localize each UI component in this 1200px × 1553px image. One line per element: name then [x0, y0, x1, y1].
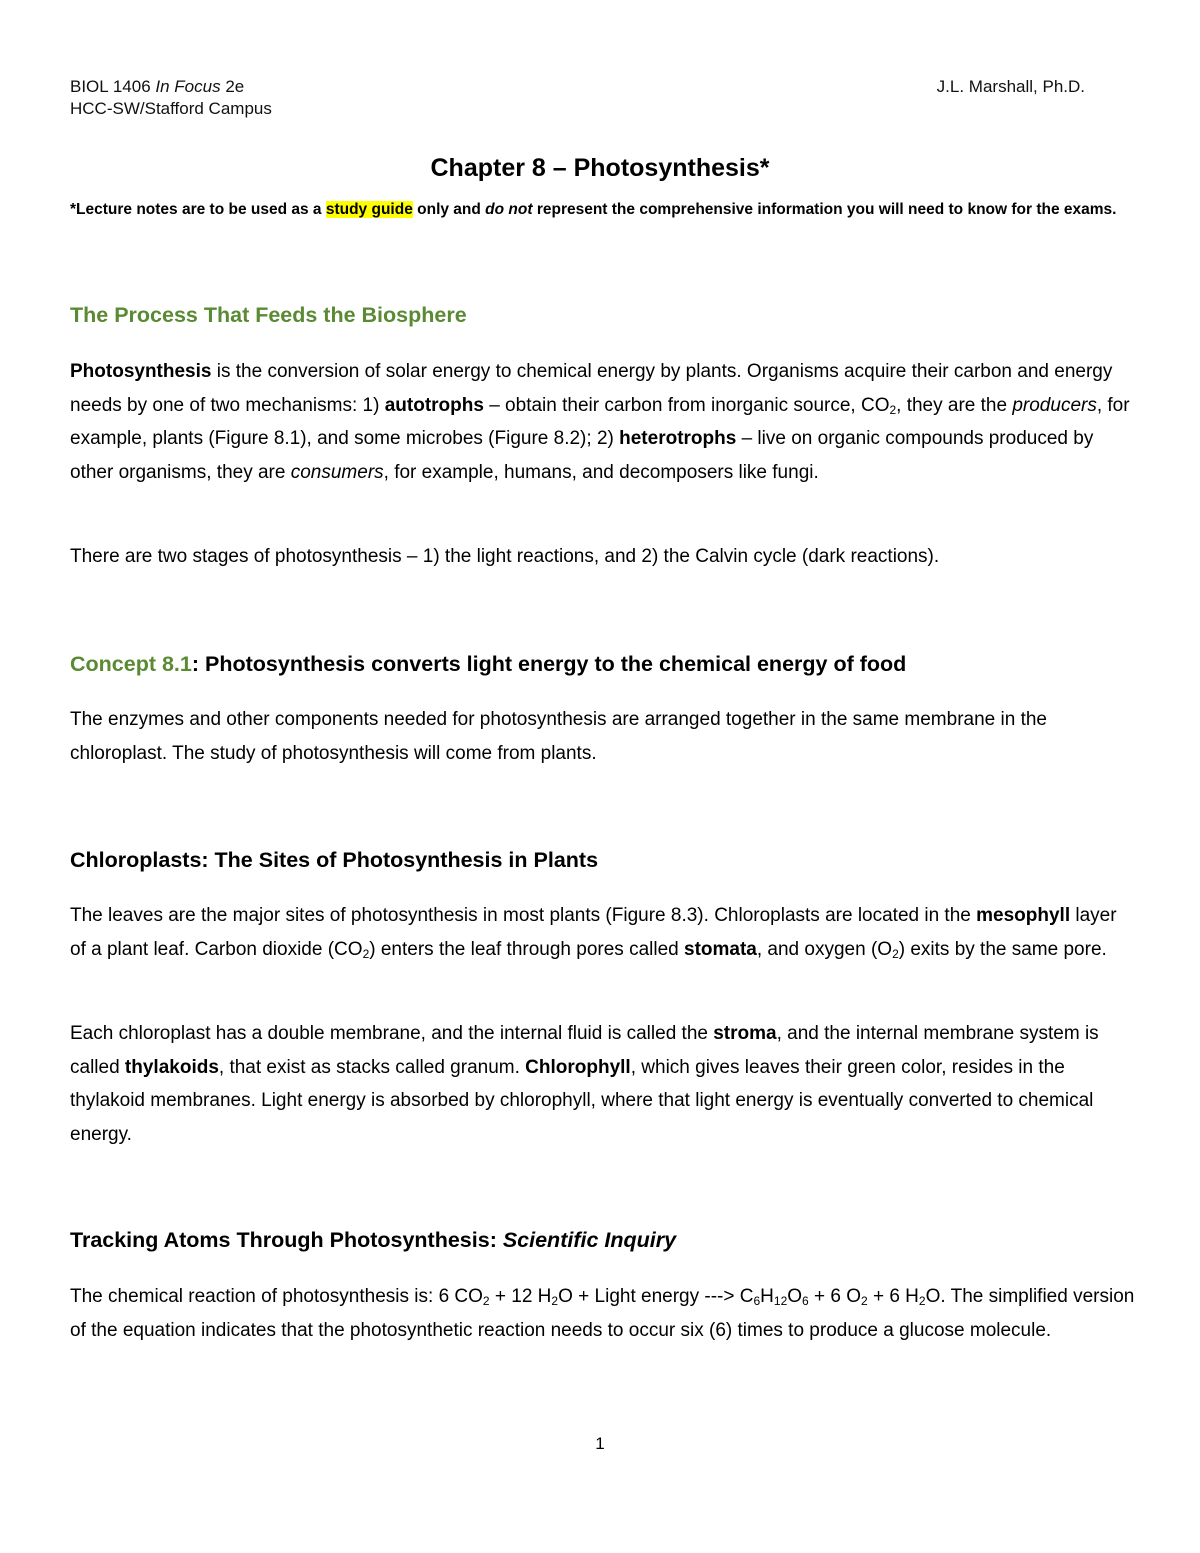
text: Each chloroplast has a double membrane, and the internal fluid is called the: [70, 1023, 714, 1044]
text: , they are the: [896, 394, 1013, 416]
term-heterotrophs: heterotrophs: [619, 428, 737, 450]
book-edition: 2e: [225, 77, 245, 96]
concept-title: : Photosynthesis converts light energy to the chemical energy of food: [191, 652, 907, 676]
subscript: 6: [753, 1294, 761, 1308]
subscript: 2: [918, 1294, 926, 1308]
paragraph-two-stages: There are two stages of photosynthesis – 1) the light reactions, and 2) the Calvin cycle (dark reactions).: [70, 546, 940, 567]
author-name: J.L. Marshall, Ph.D.: [936, 77, 1085, 96]
paragraph-leaves: [70, 899, 1135, 966]
subscript: 2: [362, 946, 370, 961]
text: , for example, plants (Figure 8.1), and some microbes (Figure 8.2); 2): [70, 394, 1130, 450]
note-text: represent the comprehensive information you will need to know for the exams.: [532, 201, 1117, 218]
study-guide-note: [70, 196, 1130, 224]
book-title: In Focus: [155, 77, 221, 96]
subscript: 2: [892, 946, 899, 961]
term-stroma: stroma: [713, 1023, 777, 1044]
section-heading-biosphere: The Process That Feeds the Biosphere: [70, 303, 467, 327]
highlighted-text: study guide: [325, 201, 413, 218]
text: H: [760, 1286, 774, 1307]
heading-text: Tracking Atoms Through Photosynthesis:: [70, 1228, 503, 1252]
term-thylakoids: thylakoids: [124, 1056, 219, 1078]
paragraph-enzymes: The enzymes and other components needed for photosynthesis are arranged together in the same membrane in the chloroplast. The study of photosynthesis will come from plants.: [70, 709, 1047, 764]
campus-line: HCC-SW/Stafford Campus: [70, 99, 272, 118]
heading-italic-text: Scientific Inquiry: [502, 1228, 677, 1252]
text: , for example, humans, and decomposers like fungi.: [383, 461, 819, 483]
term-mesophyll: mesophyll: [976, 905, 1071, 926]
concept-label: Concept 8.1: [70, 652, 192, 676]
text: – live on organic compounds produced by other organisms, they are: [70, 428, 1094, 483]
text: is the conversion of solar energy to chemical energy by plants. Organisms acquire their carbon and energy needs by one of two mechanisms: 1): [70, 361, 1113, 416]
text: , and oxygen (O: [756, 938, 893, 960]
term-stomata: stomata: [684, 938, 757, 960]
course-code: BIOL 1406: [70, 77, 151, 96]
subscript: 2: [482, 1294, 490, 1308]
term-photosynthesis: Photosynthesis: [70, 361, 212, 382]
text: + 12 H: [489, 1286, 552, 1307]
section-heading-chloroplasts: Chloroplasts: The Sites of Photosynthesis in Plants: [70, 848, 599, 872]
page-header-left: [70, 76, 272, 120]
term-chlorophyll: Chlorophyll: [525, 1056, 631, 1078]
subscript: 2: [861, 1294, 868, 1308]
text: + 6 O: [808, 1286, 861, 1307]
note-text: only and: [412, 201, 486, 218]
text: , which gives leaves their green color, resides in the thylakoid membranes. Light energy is absorbed by chlorophyll, where that light energy is eventually converted to chemical energy.: [70, 1056, 1094, 1145]
page-title: Chapter 8 – Photosynthesis*: [430, 154, 770, 182]
text: ) enters the leaf through pores called: [369, 938, 684, 960]
term-autotrophs: autotrophs: [384, 394, 484, 416]
subscript: 2: [889, 402, 897, 417]
text: , that exist as stacks called granum.: [218, 1056, 526, 1078]
text: layer of a plant leaf. Carbon dioxide (CO: [70, 905, 1117, 960]
text: , and the internal membrane system is called: [70, 1023, 1099, 1078]
text: The chemical reaction of photosynthesis is: 6 CO: [70, 1286, 483, 1307]
section-heading-concept-8-1: [70, 652, 906, 677]
paragraph-chemical-reaction: [70, 1280, 1135, 1347]
course-line: [70, 76, 272, 98]
subscript: 12: [773, 1294, 788, 1308]
text: O: [787, 1286, 803, 1307]
term-producers: producers: [1012, 394, 1097, 416]
paragraph-photosynthesis-definition: [70, 355, 1135, 489]
subscript: 2: [551, 1294, 559, 1308]
text: + 6 H: [867, 1286, 919, 1307]
section-heading-tracking-atoms: [70, 1228, 676, 1253]
note-italic-text: do not: [485, 201, 533, 218]
text: ) exits by the same pore.: [898, 938, 1107, 960]
page-number: 1: [595, 1434, 605, 1453]
subscript: 6: [802, 1294, 809, 1308]
paragraph-chloroplast-structure: [70, 1017, 1135, 1151]
text: O + Light energy ---> C: [558, 1286, 754, 1307]
term-consumers: consumers: [290, 461, 384, 483]
text: O. The simplified version of the equation indicates that the photosynthetic reaction needs to occur six (6) times to produce a glucose molecule.: [70, 1286, 1135, 1341]
text: – obtain their carbon from inorganic source, CO: [483, 394, 890, 416]
text: The leaves are the major sites of photosynthesis in most plants (Figure 8.3). Chloroplasts are located in the: [70, 905, 977, 926]
note-text: *Lecture notes are to be used as a: [70, 201, 326, 218]
